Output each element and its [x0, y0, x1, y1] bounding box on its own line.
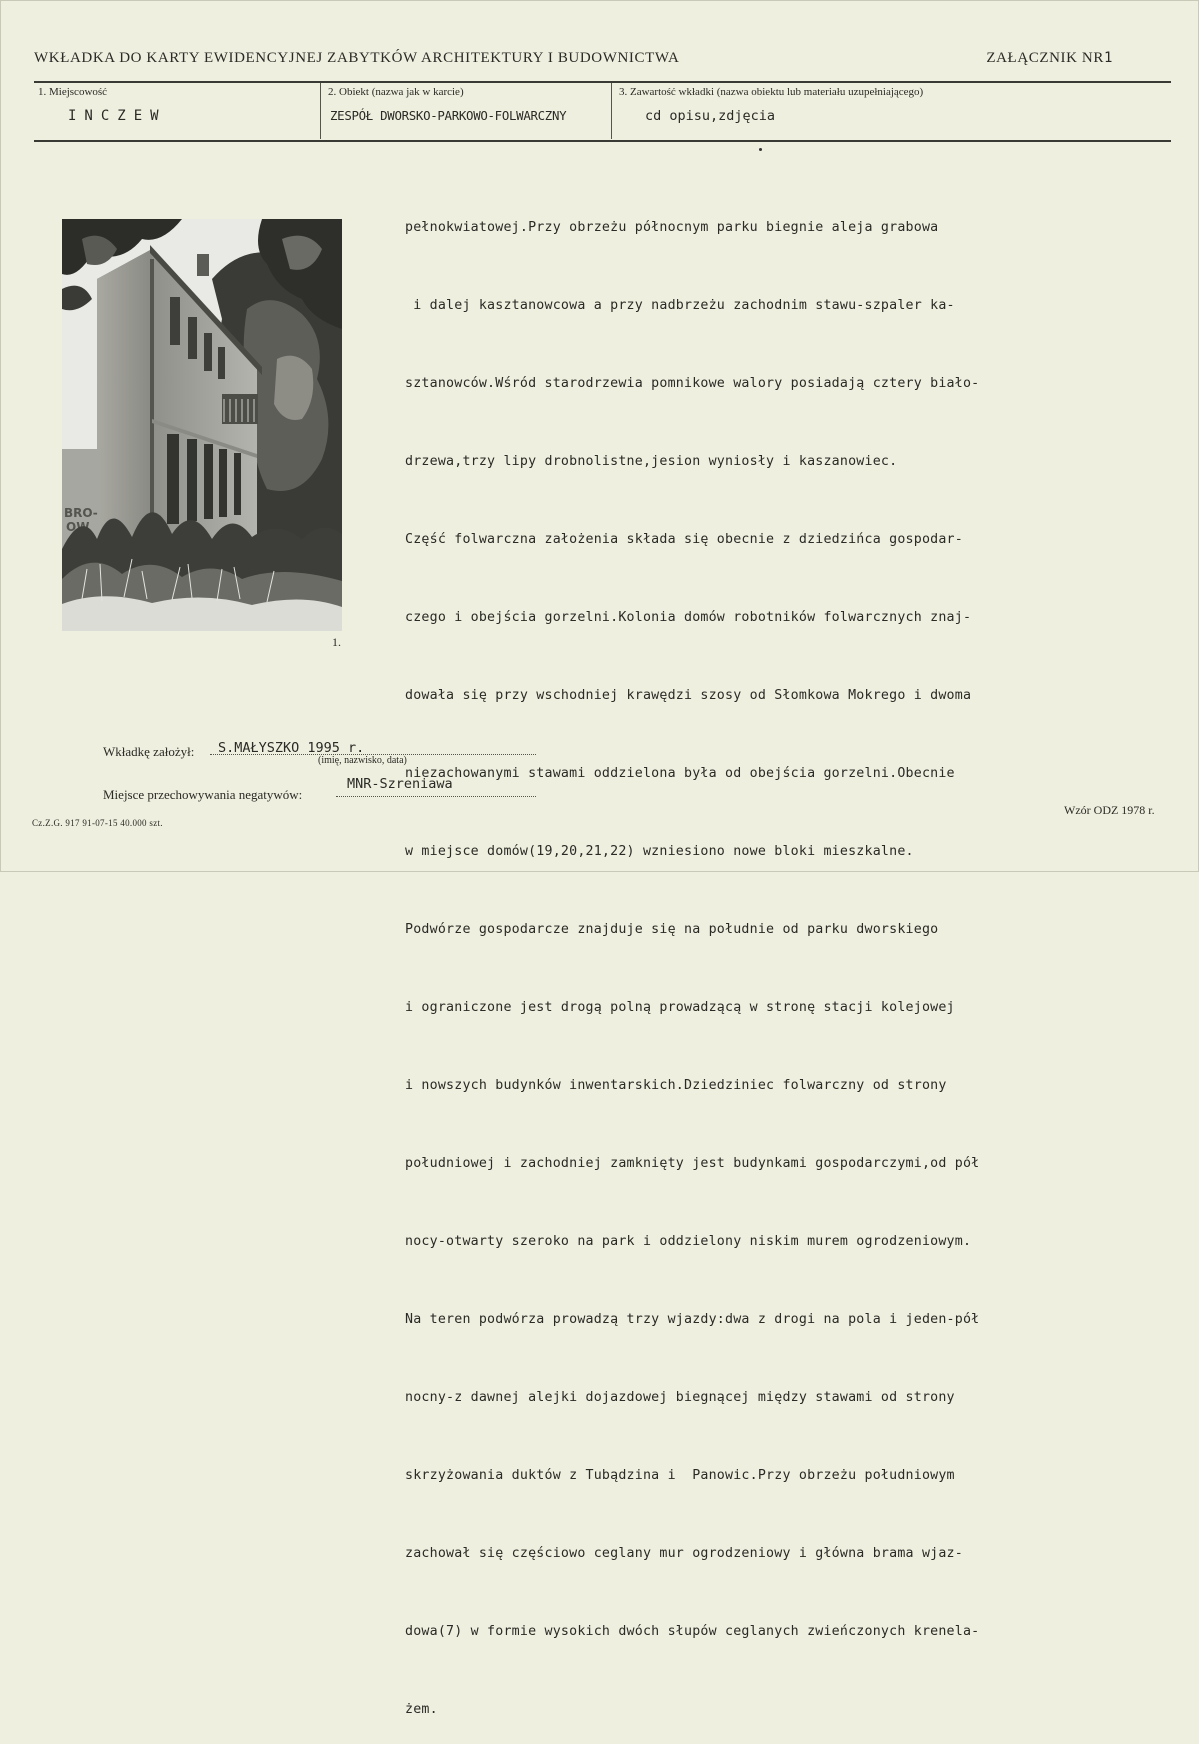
- header-bottom-rule: [34, 140, 1171, 142]
- photo-number: 1.: [332, 635, 341, 649]
- place-label: 1. Miejscowość: [38, 86, 108, 98]
- text-line: nocny-z dawnej alejki dojazdowej biegnącej między stawami od strony: [405, 1390, 955, 1405]
- object-value: ZESPÓŁ DWORSKO-PARKOWO-FOLWARCZNY: [330, 108, 567, 123]
- content-value: cd opisu,zdjęcia: [645, 108, 776, 124]
- text-line: południowej i zachodniej zamknięty jest budynkami gospodarczymi,od pół: [405, 1156, 980, 1171]
- annex-label: [986, 50, 1113, 67]
- text-line: Podwórze gospodarcze znajduje się na południe od parku dworskiego: [405, 922, 939, 937]
- negatives-label: Miejsce przechowywania negatywów:: [103, 787, 303, 802]
- annex-text: ZAŁĄCZNIK NR: [986, 50, 1104, 66]
- column-separator-2: [611, 83, 612, 139]
- photo-graffiti-line-2: OW: [66, 520, 90, 534]
- text-line: Na teren podwórza prowadzą trzy wjazdy:dwa z drogi na pola i jeden-pół: [405, 1312, 980, 1327]
- text-line: Część folwarczna założenia składa się obecnie z dziedzińca gospodar-: [405, 532, 963, 547]
- text-line: niezachowanymi stawami oddzielona była od obejścia gorzelni.Obecnie: [405, 766, 955, 781]
- manor-photo-drawing: [62, 219, 342, 631]
- text-line: i ograniczone jest drogą polną prowadzącą w stronę stacji kolejowej: [405, 1000, 955, 1015]
- text-line: skrzyżowania duktów z Tubądzina i Panowic.Przy obrzeżu południowym: [405, 1468, 955, 1483]
- form-title: WKŁADKA DO KARTY EWIDENCYJNEJ ZABYTKÓW ARCHITEKTURY I BUDOWNICTWA: [34, 50, 680, 66]
- text-line: żem.: [405, 1702, 438, 1717]
- text-line: pełnokwiatowej.Przy obrzeżu północnym parku biegnie aleja grabowa: [405, 220, 939, 235]
- insert-author-note: (imię, nazwisko, data): [318, 755, 407, 766]
- text-line: dowa(7) w formie wysokich dwóch słupów ceglanych zwieńczonych krenela-: [405, 1624, 980, 1639]
- text-line: zachował się częściowo ceglany mur ogrodzeniowy i główna brama wjaz-: [405, 1546, 963, 1561]
- text-line: w miejsce domów(19,20,21,22) wzniesiono nowe bloki mieszkalne.: [405, 844, 914, 859]
- content-label: 3. Zawartość wkładki (nazwa obiektu lub materiału uzupełniającego): [619, 86, 924, 98]
- place-value: INCZEW: [68, 108, 167, 124]
- text-line: sztanowców.Wśród starodrzewia pomnikowe walory posiadają cztery biało-: [405, 376, 980, 391]
- text-line: dowała się przy wschodniej krawędzi szosy od Słomkowa Mokrego i dwoma: [405, 688, 972, 703]
- column-separator-1: [320, 83, 321, 139]
- text-line: drzewa,trzy lipy drobnolistne,jesion wyniosły i kaszanowiec.: [405, 454, 898, 469]
- negatives-value: MNR-Szreniawa: [347, 776, 453, 792]
- text-line: nocy-otwarty szeroko na park i oddzielony niskim murem ogrodzeniowym.: [405, 1234, 972, 1249]
- photo-graffiti-line-1: BRO-: [64, 506, 98, 520]
- insert-author-value: S.MAŁYSZKO 1995 r.: [218, 740, 365, 756]
- manor-photo: [62, 219, 342, 631]
- model-number: Wzór ODZ 1978 r.: [1064, 803, 1155, 817]
- text-line: czego i obejścia gorzelni.Kolonia domów robotników folwarcznych znaj-: [405, 610, 972, 625]
- stray-mark: [759, 148, 762, 151]
- text-line: i nowszych budynków inwentarskich.Dziedziniec folwarczny od strony: [405, 1078, 947, 1093]
- annex-number: 1: [1103, 50, 1113, 66]
- object-label: 2. Obiekt (nazwa jak w karcie): [328, 86, 464, 98]
- print-code: Cz.Z.G. 917 91-07-15 40.000 szt.: [32, 818, 163, 828]
- text-line: i dalej kasztanowcowa a przy nadbrzeżu zachodnim stawu-szpaler ka-: [405, 298, 955, 313]
- negatives-line: [336, 796, 536, 797]
- description-text: [405, 163, 1135, 1744]
- insert-author-label: Wkładkę założył:: [103, 744, 195, 759]
- header-top-rule: [34, 81, 1171, 83]
